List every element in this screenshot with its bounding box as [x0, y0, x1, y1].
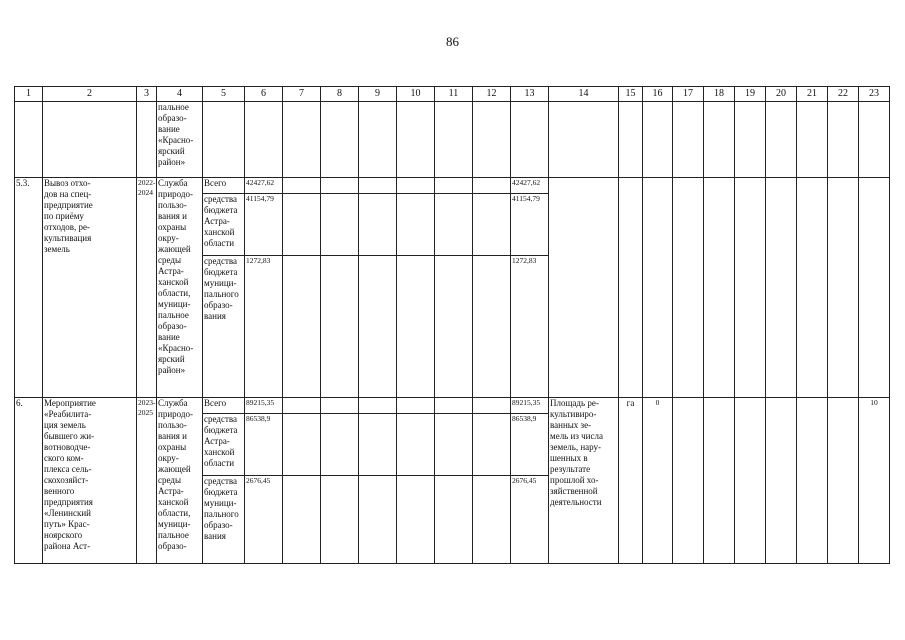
col-header: 3 — [137, 87, 157, 102]
amount-cell: 1272,83 — [511, 256, 549, 398]
item-name: Мероприятие «Реабилита- ция земель бывшего жи- вотноводче- ского ком- плекса сель- скохозяйст- венного предприятия «Ленинский путь» Крас- ноярского района Аст- — [43, 398, 137, 564]
table-row — [15, 178, 890, 194]
funding-source: средства бюджета муници- пального образо- вания — [203, 476, 245, 564]
funding-source: Всего — [203, 178, 245, 194]
col-header: 13 — [511, 87, 549, 102]
col-header: 19 — [735, 87, 766, 102]
item-name: Вывоз отхо- дов на спец- предприятие по приёму отходов, ре- культивация земель — [43, 178, 137, 398]
funding-source: средства бюджета Астра- ханской области — [203, 194, 245, 256]
amount-cell: 42427,62 — [245, 178, 283, 194]
col-header: 11 — [435, 87, 473, 102]
col-header: 8 — [321, 87, 359, 102]
col-header: 20 — [766, 87, 797, 102]
amount-cell: 2676,45 — [245, 476, 283, 564]
funding-source: средства бюджета Астра- ханской области — [203, 414, 245, 476]
amount-cell: 2676,45 — [511, 476, 549, 564]
col-header: 14 — [549, 87, 619, 102]
continuation-row — [15, 102, 890, 178]
col-header: 21 — [797, 87, 828, 102]
col-header: 5 — [203, 87, 245, 102]
col-header: 9 — [359, 87, 397, 102]
indicator-cell: Площадь ре- культивиро- ванных зе- мель из числа земель, нару- шенных в результате прошлой хо- зяйственной деятельности — [549, 398, 619, 564]
amount-cell: 89215,35 — [511, 398, 549, 414]
amount-cell: 41154,79 — [511, 194, 549, 256]
col-header: 18 — [704, 87, 735, 102]
amount-cell: 41154,79 — [245, 194, 283, 256]
header-row — [15, 87, 890, 102]
col-header: 17 — [673, 87, 704, 102]
col-header: 4 — [157, 87, 203, 102]
funding-source: средства бюджета муници- пального образо- вания — [203, 256, 245, 398]
amount-cell: 86538,9 — [245, 414, 283, 476]
col-header: 10 — [397, 87, 435, 102]
item-years: 2022- 2024 — [137, 178, 157, 398]
table-row — [15, 398, 890, 414]
value-cell: 0 — [643, 398, 673, 564]
amount-cell: 89215,35 — [245, 398, 283, 414]
amount-cell: 1272,83 — [245, 256, 283, 398]
col-header: 22 — [828, 87, 859, 102]
col-header: 15 — [619, 87, 643, 102]
executor-cell: Служба природо- пользо- вания и охраны окру- жающей среды Астра- ханской области, муници- пальное образо- вание «Красно- ярский район» — [157, 178, 203, 398]
funding-source: Всего — [203, 398, 245, 414]
col-header: 2 — [43, 87, 137, 102]
col-header: 6 — [245, 87, 283, 102]
item-years: 2023- 2025 — [137, 398, 157, 564]
amount-cell: 86538,9 — [511, 414, 549, 476]
col-header: 23 — [859, 87, 890, 102]
executor-cell: Служба природо- пользо- вания и охраны окру- жающей среды Астра- ханской области, муници- пальное образо- — [157, 398, 203, 564]
col-header: 1 — [15, 87, 43, 102]
item-number: 6. — [15, 398, 43, 564]
amount-cell: 42427,62 — [511, 178, 549, 194]
col-header: 7 — [283, 87, 321, 102]
item-number: 5.3. — [15, 178, 43, 398]
col-header: 16 — [643, 87, 673, 102]
executor-cell: пальное образо- вание «Красно- ярский район» — [157, 102, 203, 178]
program-table — [14, 86, 890, 564]
page-number: 86 — [446, 34, 459, 49]
unit-cell: га — [619, 398, 643, 564]
value-cell: 10 — [859, 398, 890, 564]
col-header: 12 — [473, 87, 511, 102]
